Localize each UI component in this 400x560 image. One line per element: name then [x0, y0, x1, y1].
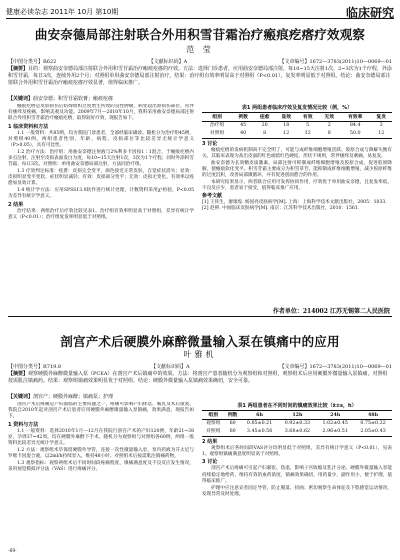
table-cell: 0.92±0.33 — [284, 420, 311, 426]
paragraph: 1.3 疗效判定标准：痊愈：皮损完全变平，颜色接近正常皮肤，自觉症状消失；显效：皮损明显变平变软，症状明显减轻；有效：皮损部分变平；无效：皮损无变化。有效率以痊愈加显效计算。 — [8, 169, 194, 187]
table-cell: 8 — [254, 130, 276, 138]
table-header-cell: 12h — [279, 411, 317, 420]
article2-meta — [8, 363, 392, 370]
section-title: 临床研究 — [345, 6, 394, 20]
table-cell: 12 — [370, 130, 392, 138]
keywords-label: 【关键词】 — [8, 96, 34, 102]
abstract-label: 【摘要】 — [8, 66, 29, 72]
table-cell: 0.85±0.21 — [246, 420, 273, 426]
table-cell: 40 — [232, 130, 254, 138]
keywords-label: 【关键词】 — [8, 394, 34, 400]
paragraph: 剖宫产术后疼痛是产妇面临的主要问题之一，疼痛可影响产妇休息、哺乳及术后康复。我院自2010年起对剖宫产术后患者应用硬膜外麻醉微量输入泵镇痛，效果满意，现报告如下。 — [8, 402, 194, 420]
paragraph: 观察组术后各时间段VAS评分均明显低于对照组，差异有统计学意义（P<0.01），见表1。观察组镇痛满意度明显高于对照组。 — [202, 445, 392, 457]
table-header-cell: 48h — [354, 411, 392, 420]
article1-title: 曲安奈德局部注射联合外用积雪苷霜治疗瘢痕疙瘩疗效观察 — [34, 27, 366, 42]
article1-author: 范 莹 — [186, 45, 214, 54]
section-heading: 1 资料与方法 — [8, 421, 39, 428]
paragraph: 瘢痕疙瘩是皮肤损伤后结缔组织过度增生所致的良性肿瘤，病变超出原损伤部位，常伴有瘙痒及疼痛，影响美观及功能。2009年7月—2010年10月，我科采用曲安奈德局部注射联合外用积雪苷霜治疗瘢痕疙瘩，取得较好疗效，现报告如下。 — [8, 104, 194, 122]
table-cell: 2.05±0.43 — [354, 428, 392, 436]
keywords-text: 剖宫产；硬膜外麻醉；镇痛泵；护理 — [33, 394, 114, 400]
article1-meta — [8, 58, 392, 65]
keywords-text: 曲安奈德；积雪苷霜软膏；瘢痕疙瘩 — [33, 96, 114, 102]
table-cell: 对照组 — [202, 130, 232, 138]
article2-title: 剖宫产术后硬膜外麻醉微量输入泵在镇痛中的应用 — [60, 334, 340, 349]
article2-abstract — [8, 371, 392, 385]
table-cell: 84.4 — [349, 122, 361, 128]
table-cell: 50.0 — [340, 130, 370, 138]
abstract-text: 目的：观察曲安奈德局部注射联合外用积雪苷霜治疗瘢痕疙瘩的疗效。方法：选择门诊患者，应用曲安奈德局部注射，每10~15天注射1次，2~3次为1个疗程，外涂积雪苷霜，每日3次，连续外用2个月；对照组单用曲安奈德局部注射治疗。结果：治疗组有效率明显高于对照组（P<0.01），复发率明显低于对照组。结论：曲安奈德局部注射联合外用积雪苷霜治疗瘢痕疙瘩疗效显著，值得临床推广。 — [8, 66, 392, 86]
section-heading: 3 讨论 — [202, 140, 218, 147]
article2-keywords — [8, 393, 392, 400]
paragraph: 瘢痕疙瘩的发病机制尚不完全明了，可能与成纤维细胞增殖活跃、胶原合成与降解失衡有关。其临床表现为高出皮面的红色或暗红色硬结，形状不规则，常伴瘙痒及刺痛，易复发。 — [202, 147, 392, 159]
section-heading: 2 结果 — [202, 438, 218, 445]
table-row — [202, 130, 392, 138]
reference: [1] 王侠生，廖康煌. 杨国亮皮肤病学[M]. 上海：上海科学技术文献出版社，2005：1033. — [202, 200, 387, 206]
table-header-cell: 组别 — [202, 411, 225, 420]
paragraph: 1.1 一般资料：选择2010年1月—12月在我院行剖宫产术的产妇120例，年龄21~38岁，孕周37~42周。均在硬膜外麻醉下手术，随机分为观察组与对照组各60例，两组一般资料比较差异无统计学意义。 — [8, 428, 194, 447]
table-cell: 45 — [240, 122, 247, 128]
table-header-cell: 复发 — [370, 113, 392, 122]
header-rule — [6, 18, 394, 19]
table-row — [202, 122, 392, 130]
table-cell: 12 — [275, 130, 297, 138]
table-cell: 1.02±0.45 — [322, 420, 348, 426]
table-cell: 60 — [225, 428, 241, 436]
table-cell: 8 — [318, 130, 340, 138]
article2-table — [202, 410, 392, 436]
table-cell: 观察组 — [206, 420, 221, 426]
running-header — [6, 4, 394, 20]
table-title: 表1 两组患者临床疗效及复发情况比较（例，%） — [241, 105, 353, 111]
table-row — [202, 428, 392, 436]
article1-table — [202, 112, 392, 138]
section-heading: 3 讨论 — [202, 459, 218, 466]
table-header-cell: 6h — [241, 411, 279, 420]
paragraph: 1.3 观察指标：观察两组术后不同时间段疼痛程度、镇痛满意度及不良反应发生情况，采用视觉模拟评分法（VAS）进行疼痛评分。 — [8, 460, 194, 473]
section-heading: 2 结果 — [8, 201, 24, 208]
article2-doc-code: 【文献标识码】A — [150, 364, 190, 370]
article-divider — [8, 316, 392, 317]
paragraph: 1.2 治疗方法：治疗组：用曲安奈德注射液与2%利多卡因按1∶1混合，于瘢痕疙瘩内多点注射，注射至皮损表面发白为度，每10~15天注射1次，3次为1个疗程；同时外涂积雪苷霜，每日3次。对照组：单用曲安奈德局部注射，方法同治疗组。 — [8, 149, 194, 168]
section-heading: 1 临床资料和方法 — [8, 123, 49, 130]
article1-left-column — [8, 104, 194, 314]
table-title: 表1 两组患者在不同时间的镇痛效果比较（x̄±s，h） — [237, 403, 357, 409]
paragraph: 本研究结果显示，两者联合应用可发挥协同作用，疗效优于单用曲安奈德，且复发率低，不良反应少，患者易于接受，值得临床推广应用。 — [202, 179, 392, 192]
table-header-cell: 有效 — [297, 113, 319, 122]
table-cell: 3 — [379, 122, 383, 128]
table-row — [202, 420, 392, 428]
article2-clc: 【中图分类号】R719.8 — [8, 364, 62, 370]
table-cell: 60 — [229, 420, 236, 426]
paragraph: 1.4 统计学方法：应用SPSS13.0软件进行统计处理，计数资料采用χ²检验，P<0.05为差异有统计学意义。 — [8, 188, 194, 200]
table-cell: 20 — [261, 122, 268, 128]
article1-right-column — [202, 104, 392, 314]
article1-keywords — [8, 95, 392, 102]
table-cell: 治疗组 — [210, 122, 225, 128]
article2-left-column — [8, 402, 194, 546]
article1-clc: 【中图分类号】R622 — [8, 59, 57, 65]
table-cell: 12 — [297, 130, 319, 138]
author-affiliation: 作者单位：214002 江苏无锡第二人民医院 — [272, 308, 390, 315]
page-footer: ·69· — [8, 549, 17, 554]
table-header-cell: 有效率 — [340, 113, 370, 122]
references-heading: 参考文献 — [202, 193, 223, 200]
table-cell: 2 — [327, 122, 331, 128]
table-cell: 0.75±0.32 — [360, 420, 386, 426]
paragraph: 护理中应注意妥善固定导管，防止脱落、扭曲；密切观察生命体征及下肢感觉运动情况，发现异常及时处理。 — [202, 485, 392, 497]
table-header-cell: 例数 — [232, 113, 254, 122]
article1-abstract — [8, 66, 392, 87]
paragraph: 曲安奈德为长效糖皮质激素，局部注射可抑制成纤维细胞增殖及胶原合成，促进胶原降解，使瘢痕软化变平。积雪苷霜主要成分为积雪草苷，能抑制成纤维细胞增殖，减少胶原纤维的过度沉积，改善局部微循环，并有促进创面愈合的作用。 — [202, 160, 392, 179]
article2-author: 叶雅机 — [183, 350, 217, 359]
article2-article-no: 【文章编号】1672—3783(2011)10—0069—01 — [279, 364, 392, 370]
paragraph: 1.2 方法：观察组术毕保留硬膜外导管，连接一次性微量输入泵，泵内药液为芬太尼与罗哌卡因混合液，以2ml/h持续泵入，维持48小时。对照组术后按需肌注镇痛药物。 — [8, 447, 194, 460]
paragraph: 剖宫产术后疼痛可引起产妇紧张、焦虑，影响子宫收缩及乳汁分泌。硬膜外微量输入泵能持续稳定地给药，维持有效的血药浓度，镇痛效果确切，用药量少，副作用小，便于护理，值得临床推广。 — [202, 466, 392, 484]
table-header-cell: 例数 — [225, 411, 241, 420]
table-cell: 18 — [283, 122, 290, 128]
article1-doc-code: 【文献标识码】A — [148, 59, 188, 65]
table-cell: 3.68±0.62 — [279, 428, 317, 436]
journal-line: 健康必读杂志 2011年 10月 第10期 — [6, 8, 119, 16]
table-header-cell: 痊愈 — [254, 113, 276, 122]
paragraph: 治疗结果：两组治疗后疗效比较见表1。治疗组有效率明显高于对照组，差异有统计学意义（P<0.01）；治疗组复发率明显低于对照组。 — [8, 208, 194, 220]
reference: [2] 赵辨. 中国临床皮肤病学[M]. 南京：江苏科学技术出版社，2010：1561. — [202, 206, 360, 212]
paragraph: 1.1 一般资料：共85例，均为我院门诊患者，全部经临床确诊。随机分为治疗组45例，对照组40例。两组患者性别、年龄、病程、皮损部位等比较差异无统计学意义（P>0.05），具有可比性。 — [8, 130, 194, 149]
table-cell: 3.45±0.56 — [241, 428, 279, 436]
table-cell: 2.96±0.51 — [316, 428, 354, 436]
table-header-cell: 24h — [316, 411, 354, 420]
abstract-label: 【摘要】 — [8, 371, 29, 377]
abstract-text: 观察硬膜外麻醉微量输入泵（PCEA）在剖宫产术后镇痛中的效果。方法：将剖宫产患者随机分为观察组和对照组，观察组术后应用硬膜外微量输入泵镇痛，对照组按需肌注镇痛药。结果：观察组镇痛效果明显优于对照组。结论：硬膜外微量输入泵镇痛效果确切，安全可靠。 — [8, 371, 388, 384]
article1-article-no: 【文章编号】1672—3783(2011)10—0069—01 — [279, 59, 392, 65]
table-header-cell: 显效 — [275, 113, 297, 122]
table-cell: 对照组 — [202, 428, 225, 436]
article2-right-column — [202, 402, 392, 546]
table-header-cell: 无效 — [318, 113, 340, 122]
table-header-cell: 组别 — [202, 113, 232, 122]
table-cell: 5 — [306, 122, 310, 128]
